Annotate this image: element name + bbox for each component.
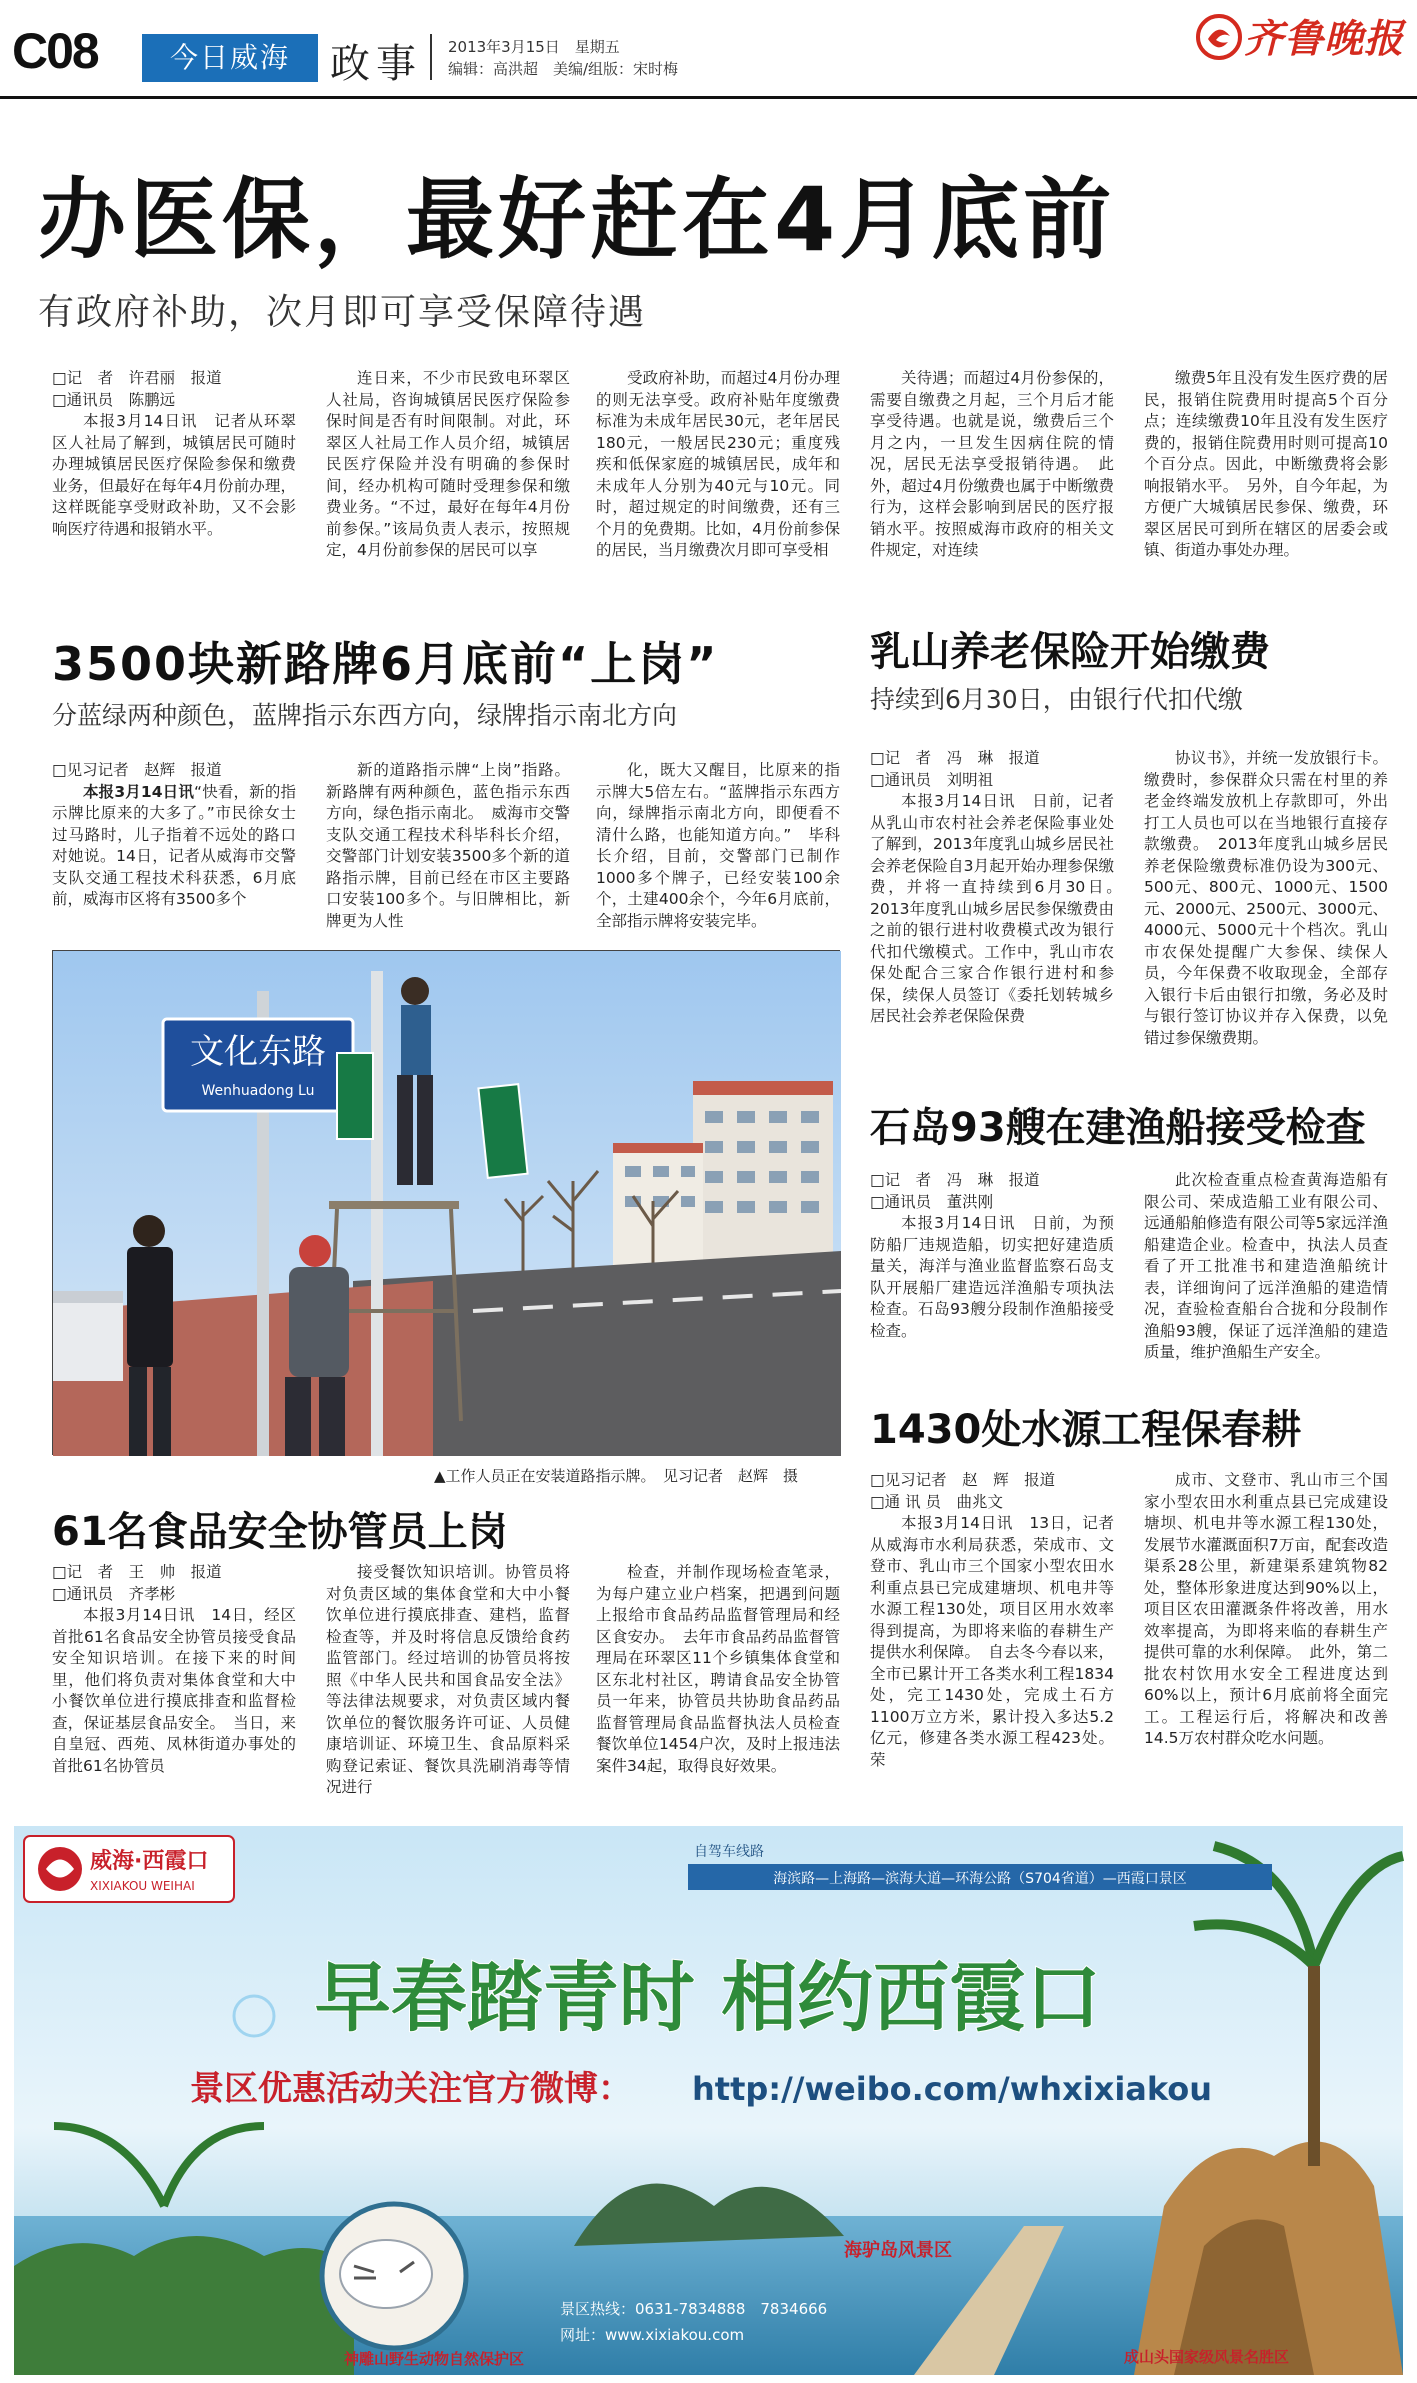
signs-column-2 [326, 760, 570, 940]
food-byline-reporter: □记 者 王 帅 报道 [52, 1563, 222, 1581]
signs-paragraph-2: 新的道路指示牌“上岗”指路。新路牌有两种颜色，蓝色指示东西方向，绿色指示南北。 威海市交警支队交通工程技术科毕科长介绍，交警部门计划安装3500多个新的道路指示牌，目前已经在市区主要路口安装100多个。与旧牌相比，新牌更为人性 [326, 761, 570, 930]
fishing-byline-reporter: □记 者 冯 琳 报道 [870, 1171, 1040, 1189]
lead-byline-correspondent: □通讯员 陈鹏远 [52, 390, 176, 409]
signs-subhead: 分蓝绿两种颜色，蓝牌指示东西方向，绿牌指示南北方向 [52, 701, 678, 730]
signs-byline: □见习记者 赵辉 报道 [52, 761, 222, 779]
food-paragraph-3: 检查，并制作现场检查笔录，为每户建立业户档案，把遇到问题上报给市食品药品监督管理局和经区食安办。 去年市食品药品监督管理局在环翠区11个乡镇集体食堂和区东北村社区，聘请食品安全协管员一年来，协管员共协助食品药品监督管理局食品监督执法人员检查餐饮单位1454户次，及时上报违法案件34起，取得良好效果。 [596, 1563, 840, 1775]
signs-paragraph-1: “快看，新的指示牌比原来的大多了。”市民徐女士过马路时，儿子指着不远处的路口对她说。14日，记者从威海市交警支队交通工程技术科获悉，6月底前，威海市区将有3500多个 [52, 782, 297, 908]
pension-subhead: 持续到6月30日，由银行代扣代缴 [870, 685, 1243, 714]
food-paragraph-2: 接受餐饮知识培训。协管员将对负责区域的集体食堂和大中小餐饮单位进行摸底排查、建档，监督检查等，并及时将信息反馈给食药监管部门。经过培训的协管员将按照《中华人民共和国食品安全法》等法律法规要求，对负责区域内餐饮单位的餐饮服务许可证、人员健康培训证、环境卫生、食品原料采购登记索证、餐饮具洗刷消毒等情况进行 [326, 1563, 570, 1796]
pension-headline: 乳山养老保险开始缴费 [870, 629, 1270, 675]
ad-hotline: 景区热线：0631-7834888 7834666 [560, 2300, 828, 2318]
topic-label: 政事 [330, 41, 422, 87]
fishing-paragraph-2: 此次检查重点检查黄海造船有限公司、荣成造船工业有限公司、远通船舶修造有限公司等5家远洋渔船建造企业。检查中，执法人员查看了开工批准书和建造渔船统计表，详细询问了远洋渔船的建造情况，查验检查船台合拢和分段制作渔船93艘，保证了远洋渔船的建造质量，维护渔船生产安全。 [1144, 1171, 1388, 1361]
lead-paragraph-3: 受政府补助，而超过4月份办理的则无法享受。政府补贴年度缴费标准为未成年居民30元，老年居民180元，一般居民230元；重度残疾和低保家庭的城镇居民，成年和未成年人分别为40元与10元。同时，超过规定的时间缴费，还有三个月的免费期。比如，4月份前参保的居民，当月缴费次月即可享受相 [596, 369, 840, 559]
fishing-column-2 [1144, 1170, 1388, 1370]
page-number: C08 [12, 23, 98, 79]
pension-column-1 [870, 748, 1130, 1060]
fishing-headline: 石岛93艘在建渔船接受检查 [870, 1105, 1366, 1151]
pension-byline-reporter: □记 者 冯 琳 报道 [870, 749, 1040, 767]
water-paragraph-2: 成市、文登市、乳山市三个国家小型农田水利重点县已完成建设塘坝、机电井等水源工程130处，发展节水灌溉面积7万亩，配套改造渠系28公里，新建渠系建筑物82处，整体形象进度达到90%以上，项目区农田灌溉条件将改善，用水效率提高，为即将来临的春耕生产提供可靠的水利保障。 此外，第二批农村饮用水安全工程进度达到60%以上，预计6月底前将全面完工。工程运行后，将解决和改善14.5万农村群众吃水问题。 [1144, 1471, 1388, 1747]
ad-route-title: 自驾车线路 [694, 1844, 764, 1860]
food-column-1 [52, 1562, 296, 1802]
ad-weibo-url: http://weibo.com/whxixiakou [692, 2070, 1213, 2108]
ad-brand-chinese: 威海·西霞口 [90, 1849, 209, 1874]
water-byline-reporter: □见习记者 赵 辉 报道 [870, 1471, 1056, 1489]
pension-column-2 [1144, 748, 1388, 1060]
lead-paragraph-2: 连日来，不少市民致电环翠区人社局，咨询城镇居民医疗保险参保时间是否有时间限制。对此，环翠区人社局工作人员介绍，城镇居民医疗保险并没有明确的参保时间，经办机构可随时受理参保和缴费业务。“不过，最好在每年4月份前参保。”该局负责人表示，按照规定，4月份前参保的居民可以享 [326, 369, 570, 559]
water-headline: 1430处水源工程保春耕 [870, 1407, 1302, 1453]
lead-byline-reporter: □记 者 许君丽 报道 [52, 369, 222, 387]
lead-paragraph-4: 关待遇；而超过4月份参保的，需要自缴费之月起，三个月后才能享受待遇。也就是说，缴费后三个月之内，一旦发生因病住院的情况，居民无法享受报销待遇。 此外，超过4月份缴费也属于中断缴费行为，这样会影响到居民的医疗报销水平。按照威海市政府的相关文件规定，对连续 [870, 369, 1114, 559]
signs-column-3 [596, 760, 840, 940]
signs-headline: 3500块新路牌6月底前“上岗” [52, 637, 719, 691]
editor-line: 编辑：高洪超 美编/组版：宋时梅 [448, 60, 679, 78]
water-column-1 [870, 1470, 1114, 1800]
lead-column-5 [1144, 368, 1388, 588]
ad-website: 网址：www.xixiakou.com [560, 2326, 745, 2344]
signs-dateline: 本报3月14日讯 [83, 782, 194, 801]
ad-slogan: 早春踏青时 相约西霞口 [314, 1953, 1102, 2042]
ad-weibo-label: 景区优惠活动关注官方微博： [190, 2069, 632, 2109]
ad-zone-label-3: 神雕山野生动物自然保护区 [344, 2350, 525, 2368]
fishing-column-1 [870, 1170, 1114, 1370]
ad-zone-label-2: 成山头国家级风景名胜区 [1124, 2348, 1290, 2366]
tourism-advertisement [14, 1826, 1403, 2375]
pension-paragraph-1: 本报3月14日讯 日前，记者从乳山市农村社会养老保险事业处了解到，2013年度乳山城乡居民社会养老保险自3月起开始办理参保缴费，并将一直持续到6月30日。 2013年度乳山城乡居民参保缴费由之前的银行进村收费模式改为银行代扣代缴模式。工作中，乳山市农保处配合三家合作银行进村和参保，续保人员签订《委托划转城乡居民社会养老保险保费 [870, 792, 1130, 1025]
water-column-2 [1144, 1470, 1388, 1800]
pension-paragraph-2: 协议书》，并统一发放银行卡。缴费时，参保群众只需在村里的养老金终端发放机上存款即可，外出打工人员也可以在当地银行直接存款缴费。 2013年度乳山城乡居民养老保险缴费标准仍设为300元、500元、800元、1000元、1500元、2000元、2500元、3000元、4000元、5000元十个档次。乳山市农保处提醒广大参保、续保人员，今年保费不收取现金，全部存入银行卡后由银行扣缴，务必及时与银行签订协议并存入保费，以免错过参保缴费期。 [1144, 749, 1388, 1047]
lead-subhead: 有政府补助，次月即可享受保障待遇 [38, 292, 647, 333]
advertisement-artwork [14, 1826, 1403, 2375]
photo-sign-pinyin: Wenhuadong Lu [201, 1083, 315, 1099]
food-headline: 61名食品安全协管员上岗 [52, 1509, 508, 1555]
ad-brand-english: XIXIAKOU WEIHAI [90, 1879, 195, 1893]
lead-column-3 [596, 368, 840, 588]
pension-byline-correspondent: □通讯员 刘明祖 [870, 770, 994, 789]
lead-column-2 [326, 368, 570, 588]
news-photo-street-sign [52, 950, 840, 1455]
fishing-paragraph-1: 本报3月14日讯 日前，为预防船厂违规造船，切实把好建造质量关，海洋与渔业监督监察石岛支队开展船厂建造远洋渔船专项执法检查。石岛93艘分段制作渔船接受检查。 [870, 1214, 1114, 1340]
photo-sign-chinese: 文化东路 [190, 1032, 326, 1072]
lead-paragraph-1: 本报3月14日讯 记者从环翠区人社局了解到，城镇居民可随时办理城镇居民医疗保险参保和缴费业务，但最好在每年4月份前办理，这样既能享受财政补助，又不会影响医疗待遇和报销水平。 [52, 412, 296, 538]
ad-route-text: 海滨路—上海路—滨海大道—环海公路（S704省道）—西霞口景区 [773, 1871, 1187, 1887]
lead-column-4 [870, 368, 1114, 588]
fishing-byline-correspondent: □通讯员 董洪刚 [870, 1192, 994, 1211]
street-sign-scene-illustration [53, 951, 841, 1456]
brand-name: 齐鲁晚报 [1244, 16, 1405, 62]
section-label: 今日威海 [142, 34, 318, 82]
photo-caption: ▲工作人员正在安装道路指示牌。 见习记者 赵辉 摄 [434, 1467, 799, 1485]
lead-paragraph-5: 缴费5年且没有发生医疗费的居民，报销住院费用时提高5个百分点；连续缴费10年且没有发生医疗费的，报销住院费用时则可提高10个百分点。因此，中断缴费将会影响报销水平。 另外，自今年起，为方便广大城镇居民参保、缴费，环翠区居民可到所在辖区的居委会或镇、街道办事处办理。 [1144, 369, 1388, 559]
page-masthead [0, 0, 1417, 100]
food-column-2 [326, 1562, 570, 1802]
newspaper-brand [1196, 6, 1408, 70]
masthead-rule [0, 96, 1417, 99]
ad-zone-label-1: 海驴岛风景区 [844, 2240, 952, 2261]
signs-column-1 [52, 760, 296, 940]
food-paragraph-1: 本报3月14日讯 14日，经区首批61名食品安全协管员接受食品安全知识培训。在接下来的时间里，他们将负责对集体食堂和大中小餐饮单位进行摸底排查和监督检查，保证基层食品安全。 当日，来自皇冠、西苑、凤林街道办事处的首批61名协管员 [52, 1606, 296, 1775]
topic-divider [430, 34, 432, 80]
food-column-3 [596, 1562, 840, 1802]
water-byline-correspondent: □通 讯 员 曲兆文 [870, 1492, 1003, 1511]
brand-emblem-icon [1196, 14, 1242, 60]
lead-headline: 办医保，最好赶在4月底前 [38, 168, 1116, 271]
water-paragraph-1: 本报3月14日讯 13日，记者从威海市水利局获悉，荣成市、文登市、乳山市三个国家小型农田水利重点县已完成建塘坝、机电井等水源工程130处，项目区用水效率得到提高，为即将来临的春耕生产提供水利保障。 自去冬今春以来，全市已累计开工各类水利工程1834处，完工1430处，完成土石方1100万立方米，累计投入多达5.2亿元，修建各类水源工程423处。荣 [870, 1514, 1114, 1769]
lead-column-1 [52, 368, 296, 588]
food-byline-correspondent: □通讯员 齐孝彬 [52, 1584, 176, 1603]
date-line: 2013年3月15日 星期五 [448, 38, 620, 56]
signs-paragraph-3: 化，既大又醒目，比原来的指示牌大5倍左右。“蓝牌指示东西方向，绿牌指示南北方向，即便看不清什么路，也能知道方向。” 毕科长介绍，目前，交警部门已制作1000多个牌子，已经安装100余个，土建400余个，今年6月底前，全部指示牌将安装完毕。 [596, 761, 840, 930]
